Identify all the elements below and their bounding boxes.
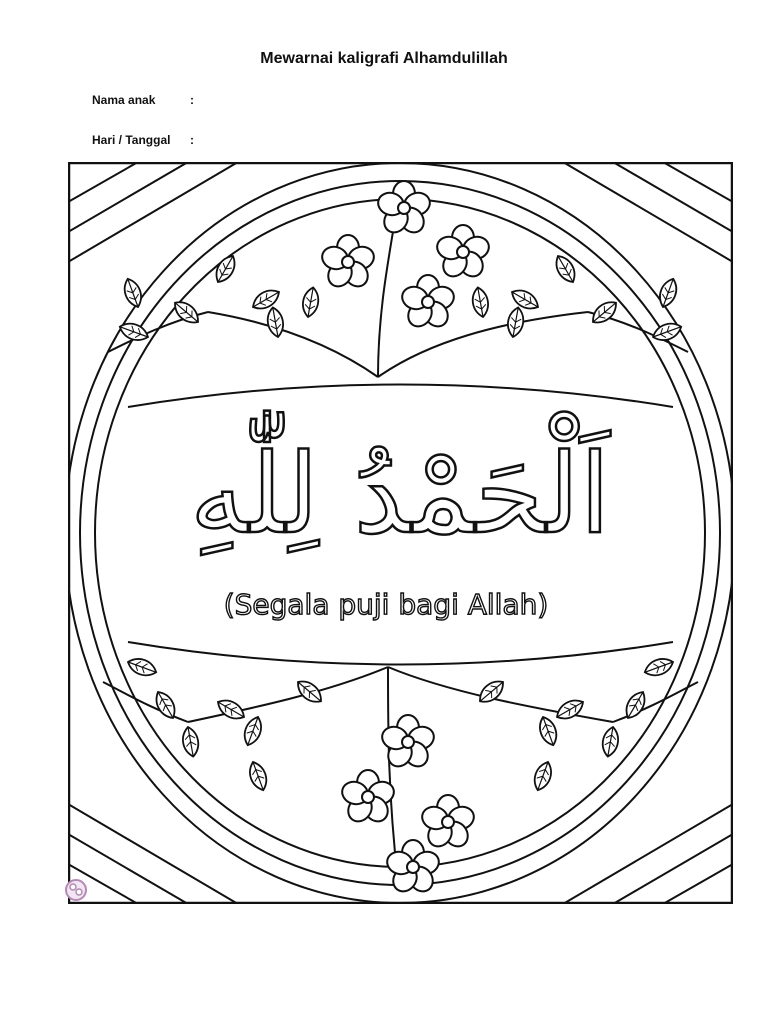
translation-text: (Segala puji bagi Allah) (223, 588, 549, 621)
coloring-artwork (68, 162, 733, 904)
arabic-calligraphy: اَلْحَمْدُ لِلّٰهِ (189, 430, 611, 558)
field-label: Nama anak (92, 93, 156, 107)
field-separator: : (190, 133, 194, 147)
field-hari-tanggal (92, 133, 194, 147)
watermark-logo (62, 876, 90, 904)
field-separator: : (190, 93, 194, 107)
page-title: Mewarnai kaligrafi Alhamdulillah (260, 50, 508, 67)
field-label: Hari / Tanggal (92, 133, 171, 147)
field-nama-anak (92, 93, 194, 107)
